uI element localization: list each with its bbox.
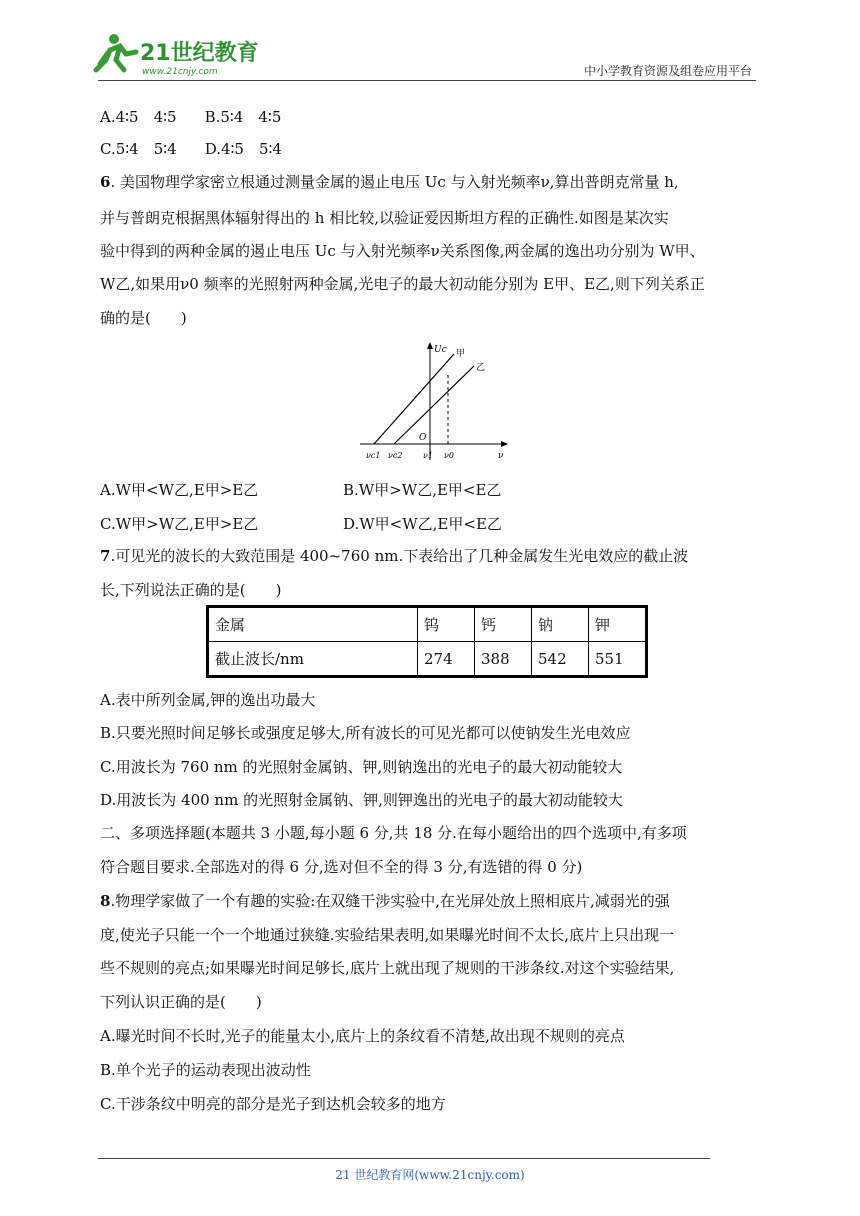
cutoff-wavelength-table [206, 605, 648, 678]
y-axis-label: Uc [434, 345, 447, 355]
q5-row1 [100, 107, 281, 127]
site-logo [92, 30, 262, 78]
logo-url: www.21cnjy.com [142, 67, 218, 77]
line-jia [374, 354, 454, 444]
tick-nu0: ν0 [444, 451, 454, 460]
section2-line2: 符合题目要求.全部选对的得 6 分,选对但不全的得 3 分,有选错的得 0 分) [100, 858, 583, 876]
q5-row2 [100, 139, 282, 159]
y-axis-arrow [427, 342, 433, 349]
table-cell: 551 [589, 642, 647, 677]
table-cell: 金属 [208, 607, 418, 642]
logo-text: 21世纪教育 [140, 41, 259, 66]
q6-option-a: A.W甲<W乙,E甲>E乙 [100, 481, 259, 499]
table-cell: 钨 [418, 607, 475, 642]
q8-number: 8 [100, 892, 111, 910]
table-row [208, 642, 647, 677]
footer-link[interactable]: 21 世纪教育网(www.21cnjy.com) [335, 1168, 525, 1182]
q7-option-a: A.表中所列金属,钾的逸出功最大 [100, 691, 316, 709]
q8-option-a: A.曝光时间不长时,光子的能量太小,底片上的条纹看不清楚,故出现不规则的亮点 [100, 1027, 625, 1045]
q6-line3: 验中得到的两种金属的遏止电压 Uc 与入射光频率ν关系图像,两金属的逸出功分别为 W甲、 [100, 242, 705, 260]
q6-option-b: B.W甲>W乙,E甲<E乙 [343, 481, 502, 499]
tick-nuc1: νc1 [366, 451, 381, 460]
q7-option-c: C.用波长为 760 nm 的光照射金属钠、钾,则钠逸出的光电子的最大初动能较大 [100, 758, 623, 776]
table-cell: 542 [532, 642, 589, 677]
tick-nu1: ν1 [423, 451, 433, 460]
q8-option-b: B.单个光子的运动表现出波动性 [100, 1061, 311, 1079]
q5-option-c: C.5∶4 5∶4 [100, 140, 177, 158]
q7-number: 7 [100, 547, 111, 565]
table-row [208, 607, 647, 642]
q6-option-c: C.W甲>W乙,E甲>E乙 [100, 515, 259, 533]
q8-line4: 下列认识正确的是( ) [100, 993, 262, 1011]
q7-line2: 长,下列说法正确的是( ) [100, 581, 282, 599]
section2-line1: 二、多项选择题(本题共 3 小题,每小题 6 分,共 18 分.在每小题给出的四个选项中,有多项 [100, 824, 687, 842]
table-cell: 钙 [475, 607, 532, 642]
q8-option-c: C.干涉条纹中明亮的部分是光子到达机会较多的地方 [100, 1095, 446, 1113]
q5-option-d: D.4∶5 5∶4 [204, 140, 282, 158]
q7-option-b: B.只要光照时间足够长或强度足够大,所有波长的可见光都可以使钠发生光电效应 [100, 724, 631, 742]
q6-line5: 确的是( ) [100, 309, 187, 327]
runner-icon [96, 34, 136, 70]
q6-number: 6 [100, 173, 111, 191]
header-platform-name: 中小学教育资源及组卷应用平台 [583, 64, 752, 78]
label-yi: 乙 [476, 363, 486, 373]
table-cell: 钠 [532, 607, 589, 642]
tick-nuc2: νc2 [388, 451, 403, 460]
label-jia: 甲 [456, 349, 466, 359]
table-cell: 274 [418, 642, 475, 677]
q7-option-d: D.用波长为 400 nm 的光照射金属钠、钾,则钾逸出的光电子的最大初动能较大 [100, 791, 623, 809]
q7-line1: 7.可见光的波长的大致范围是 400~760 nm.下表给出了几种金属发生光电效应的截止波 [100, 547, 689, 565]
origin-label: O [419, 433, 427, 443]
q6-line1: 6. 美国物理学家密立根通过测量金属的遏止电压 Uc 与入射光频率ν,算出普朗克常量 h, [100, 173, 679, 191]
uc-nu-graph [360, 340, 510, 470]
table-cell: 截止波长/nm [208, 642, 418, 677]
q5-option-a: A.4∶5 4∶5 [100, 108, 177, 126]
x-axis-arrow [501, 441, 508, 447]
q5-option-b: B.5∶4 4∶5 [204, 108, 282, 126]
line-yi [394, 366, 474, 444]
q8-line2: 度,使光子只能一个一个地通过狭缝.实验结果表明,如果曝光时间不太长,底片上只出现一 [100, 926, 675, 944]
table-cell: 钾 [589, 607, 647, 642]
header-divider [98, 80, 756, 81]
x-axis-label: ν [498, 451, 504, 461]
q8-line1: 8.物理学家做了一个有趣的实验:在双缝干涉实验中,在光屏处放上照相底片,减弱光的强 [100, 892, 670, 910]
table-cell: 388 [475, 642, 532, 677]
footer-divider [98, 1158, 710, 1159]
q6-option-d: D.W甲<W乙,E甲<E乙 [343, 515, 502, 533]
q6-line2: 并与普朗克根据黑体辐射得出的 h 相比较,以验证爱因斯坦方程的正确性.如图是某次实 [100, 209, 669, 227]
q6-line4: W乙,如果用ν0 频率的光照射两种金属,光电子的最大初动能分别为 E甲、E乙,则下列关系正 [100, 275, 705, 293]
q8-line3: 些不规则的亮点;如果曝光时间足够长,底片上就出现了规则的干涉条纹.对这个实验结果, [100, 959, 675, 977]
